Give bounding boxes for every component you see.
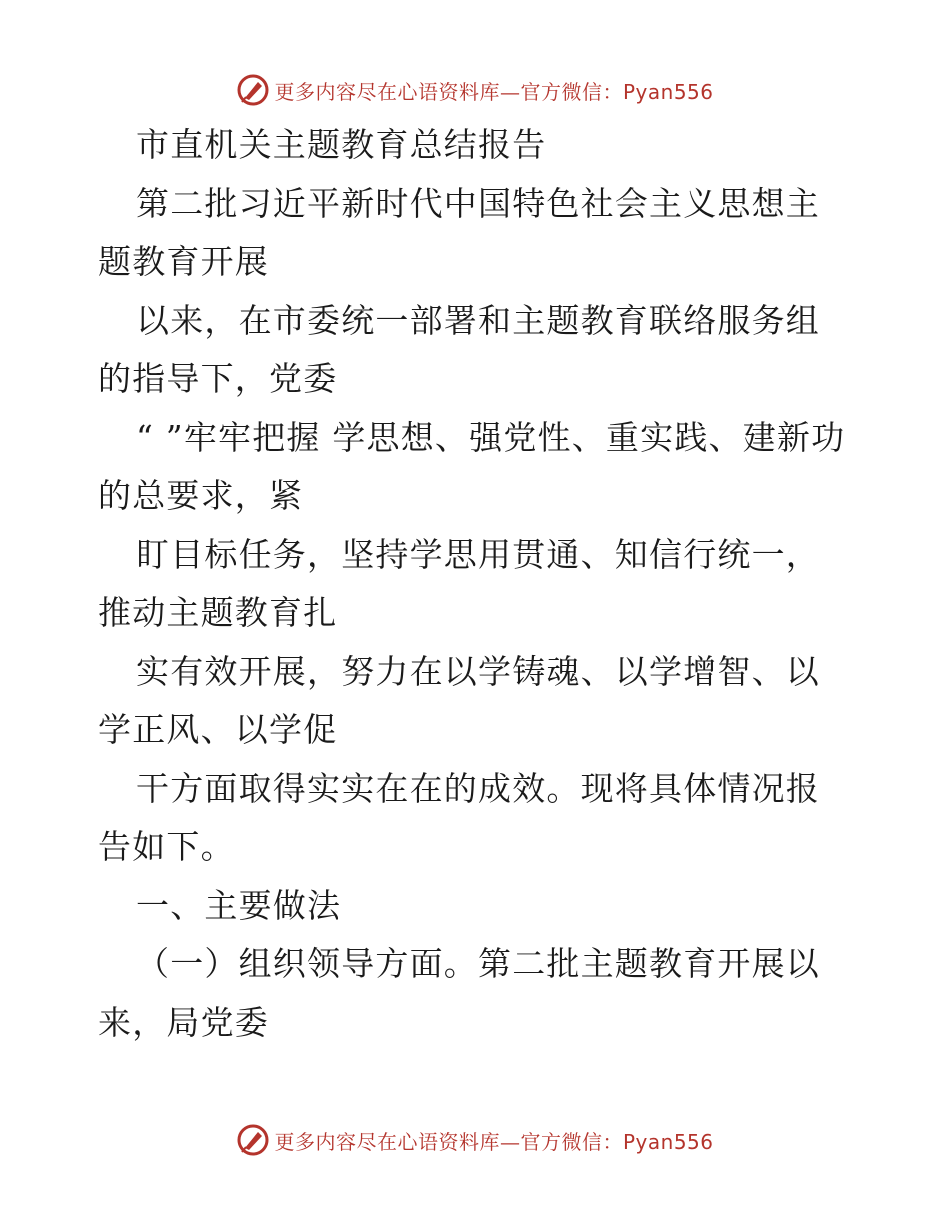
paragraph: 干方面取得实实在在的成效。现将具体情况报告如下。: [98, 768, 820, 866]
paragraph: 实有效开展，努力在以学铸魂、以学增智、以学正风、以学促: [98, 651, 820, 749]
banner-text: 更多内容尽在心语资料库—官方微信：Pyan556: [274, 1129, 714, 1154]
paragraph: 以来，在市委统一部署和主题教育联络服务组的指导下，党委: [98, 300, 820, 398]
paragraph: “ ”牢牢把握 学思想、强党性、重实践、建新功 的总要求，紧: [98, 417, 858, 515]
paragraph: 盯目标任务，坚持学思用贯通、知信行统一，推动主题教育扎: [98, 534, 820, 632]
document-title: 市直机关主题教育总结报告: [136, 125, 547, 164]
pen-logo-icon: [236, 1123, 270, 1157]
paragraph: 第二批习近平新时代中国特色社会主义思想主题教育开展: [98, 183, 820, 281]
banner-text: 更多内容尽在心语资料库—官方微信：Pyan556: [274, 79, 714, 104]
paragraph: （一）组织领导方面。第二批主题教育开展以来，局党委: [98, 944, 820, 1042]
header-banner: [0, 70, 950, 110]
section-heading: 一、主要做法: [136, 885, 342, 925]
document-body: [98, 116, 858, 1052]
pen-logo-icon: [236, 73, 270, 107]
footer-banner: [0, 1120, 950, 1160]
